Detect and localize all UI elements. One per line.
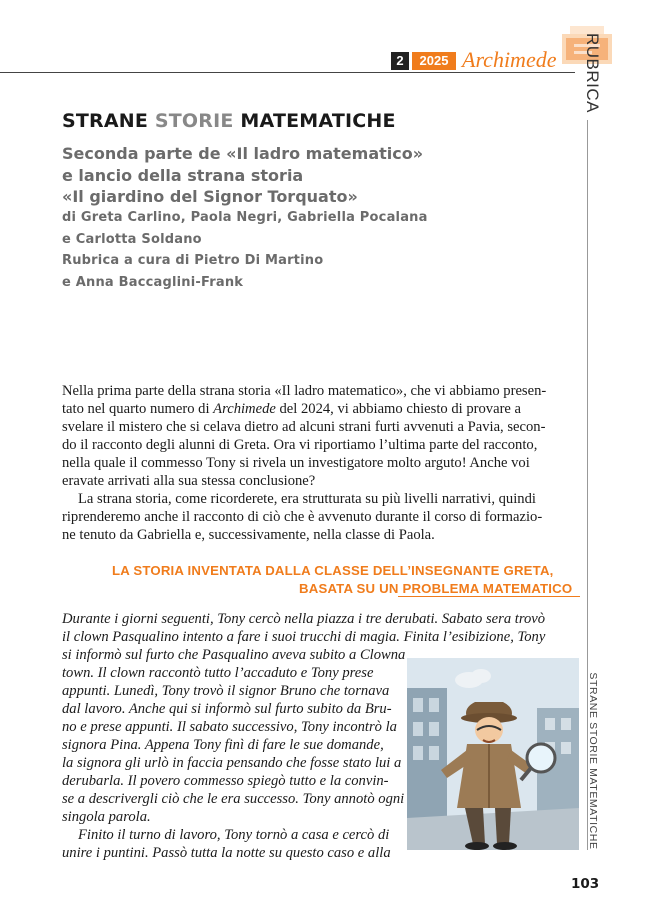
authors-line: di Greta Carlino, Paola Negri, Gabriella Pocalana [62,210,428,225]
article-subtitle-line: «Il giardino del Signor Torquato» [62,187,358,206]
story-line: il clown Pasqualino intento a fare i suoi trucchi di magia. Finita l’esibizione, Tony [62,629,546,645]
story-line: town. Il clown raccontò tutto l’accaduto e Tony prese [62,665,374,681]
story-line: dal lavoro. Anche qui si informò sul furto subito da Bru- [62,701,392,717]
intro-line: tato nel quarto numero di Archimede del 2024, vi abbiamo chiesto di provare a [62,401,522,417]
intro-line: do il racconto degli alunni di Greta. Ora vi riportiamo l’ultima parte del racconto, [62,437,538,453]
section-heading-line: BASATA SU UN PROBLEMA MATEMATICO [299,581,573,596]
story-line: no e prese appunti. Il sabato successivo, Tony incontrò la [62,719,397,735]
page-number: 103 [571,876,600,892]
section-heading-underline [398,596,580,597]
intro-line: Nella prima parte della strana storia «Il ladro matematico», che vi abbiamo presen- [62,383,547,399]
authors-line: e Carlotta Soldano [62,232,202,247]
story-line: se a descrivergli ciò che le era successo. Tony annotò ogni [62,791,405,807]
story-line: si informò sul furto che Pasqualino aveva subito a Clowna [62,647,406,663]
story-line: derubarla. Il povero commesso spiegò tutto e la convin- [62,773,389,789]
article-subtitle-line: Seconda parte de «Il ladro matematico» [62,144,424,163]
running-title-vertical: STRANE STORIE MATEMATICHE [587,672,599,850]
detective-illustration [407,658,579,850]
story-line: unire i puntini. Passò tutta la notte su questo caso e alla [62,845,391,861]
journal-reference: Archimede [213,401,276,417]
curators-line: Rubrica a cura di Pietro Di Martino [62,253,324,268]
issue-year-badge: 2025 [412,52,456,70]
story-line: appunti. Lunedì, Tony trovò il signor Bruno che tornava [62,683,390,699]
rubric-title: STRANE STORIE MATEMATICHE [62,110,396,132]
intro-line: ne tenuto da Gabriella e, successivamente, nella classe di Paola. [62,527,435,543]
section-heading-line: LA STORIA INVENTATA DALLA CLASSE DELL’INSEGNANTE GRETA, [112,563,554,578]
intro-line: svelare il mistero che si celava dietro ad alcuni strani furti avvenuti a Pavia, secon- [62,419,546,435]
section-label-vertical: RUBRICA [583,32,602,114]
story-line: singola parola. [62,809,151,825]
story-line: la signora gli urlò in faccia pensando che fosse stato lui a [62,755,402,771]
intro-line: riprenderemo anche il racconto di ciò che è avvenuto durante il corso di formazio- [62,509,543,525]
curators-line: e Anna Baccaglini-Frank [62,275,244,290]
intro-line: eravate arrivati alla sua stessa conclusione? [62,473,316,489]
story-line: Finito il turno di lavoro, Tony tornò a casa e cercò di [78,827,390,843]
intro-line: La strana storia, come ricorderete, era strutturata su più livelli narrativi, quindi [78,491,536,507]
story-line: Durante i giorni seguenti, Tony cercò nella piazza i tre derubati. Sabato sera trovò [62,611,546,627]
story-line: signora Pina. Appena Tony finì di fare le sue domande, [62,737,384,753]
intro-line: nella quale il commesso Tony si rivela un investigatore molto arguto! Anche voi [62,455,530,471]
article-subtitle-line: e lancio della strana storia [62,166,304,185]
issue-number-badge: 2 [391,52,409,70]
journal-title: Archimede [462,47,557,72]
